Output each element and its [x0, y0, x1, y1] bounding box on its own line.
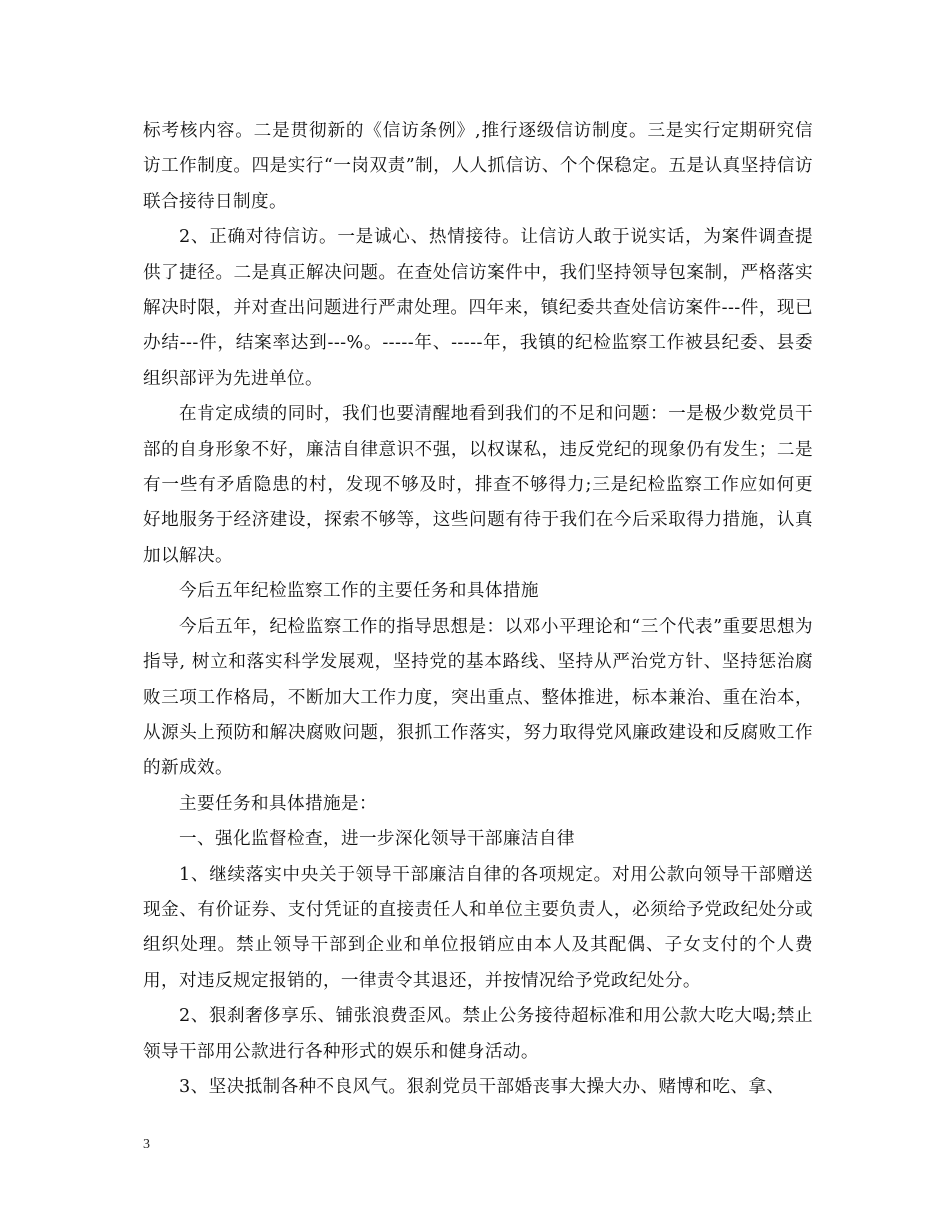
paragraph: 在肯定成绩的同时，我们也要清醒地看到我们的不足和问题：一是极少数党员干部的自身形象不好，廉洁自律意识不强，以权谋私，违反党纪的现象仍有发生；二是有一些有矛盾隐患的村，发现不够及时，排查不够得力;三是纪检监察工作应如何更好地服务于经济建设，探索不够等，这些问题有待于我们在今后采取得力措施，认真加以解决。 — [143, 404, 813, 566]
paragraph: 今后五年，纪检监察工作的指导思想是：以邓小平理论和“三个代表”重要思想为指导, 树立和落实科学发展观，坚持党的基本路线、坚持从严治党方针、坚持惩治腐败三项工作格局，不断加大工作力度，突出重点、整体推进，标本兼治、重在治本，从源头上预防和解决腐败问题，狠抓工作落实，努力取得党风廉政建设和反腐败工作的新成效。 — [143, 616, 813, 779]
paragraph: 主要任务和具体措施是： — [179, 793, 377, 814]
paragraph: 1、继续落实中央关于领导干部廉洁自律的各项规定。对用公款向领导干部赠送现金、有价证券、支付凭证的直接责任人和单位主要负责人，必须给予党政纪处分或组织处理。禁止领导干部到企业和单位报销应由本人及其配偶、子女支付的个人费用，对违反规定报销的，一律责令其退还，并按情况给予党政纪处分。 — [143, 864, 813, 991]
section-heading: 今后五年纪检监察工作的主要任务和具体措施 — [179, 581, 539, 602]
paragraph: 2、正确对待信访。一是诚心、热情接待。让信访人敢于说实话，为案件调查提供了捷径。二是真正解决问题。在查处信访案件中，我们坚持领导包案制，严格落实解决时限，并对查出问题进行严肃处理。四年来，镇纪委共查处信访案件---件，现已办结---件，结案率达到---%。-----年、-----年，我镇的纪检监察工作被县纪委、县委组织部评为先进单位。 — [143, 227, 813, 389]
paragraph: 3、坚决抵制各种不良风气。狠刹党员干部婚丧事大操大办、赌博和吃、拿、 — [179, 1076, 785, 1097]
page-number: 3 — [143, 1137, 150, 1152]
paragraph: 2、狠刹奢侈享乐、铺张浪费歪风。禁止公务接待超标准和用公款大吃大喝;禁止领导干部用公款进行各种形式的娱乐和健身活动。 — [143, 1006, 813, 1062]
paragraph: 标考核内容。二是贯彻新的《信访条例》,推行逐级信访制度。三是实行定期研究信访工作制度。四是实行“一岗双责”制，人人抓信访、个个保稳定。五是认真坚持信访联合接待日制度。 — [143, 121, 813, 212]
document-body — [143, 114, 813, 1105]
subsection-heading: 一、强化监督检查，进一步深化领导干部廉洁自律 — [179, 829, 575, 850]
